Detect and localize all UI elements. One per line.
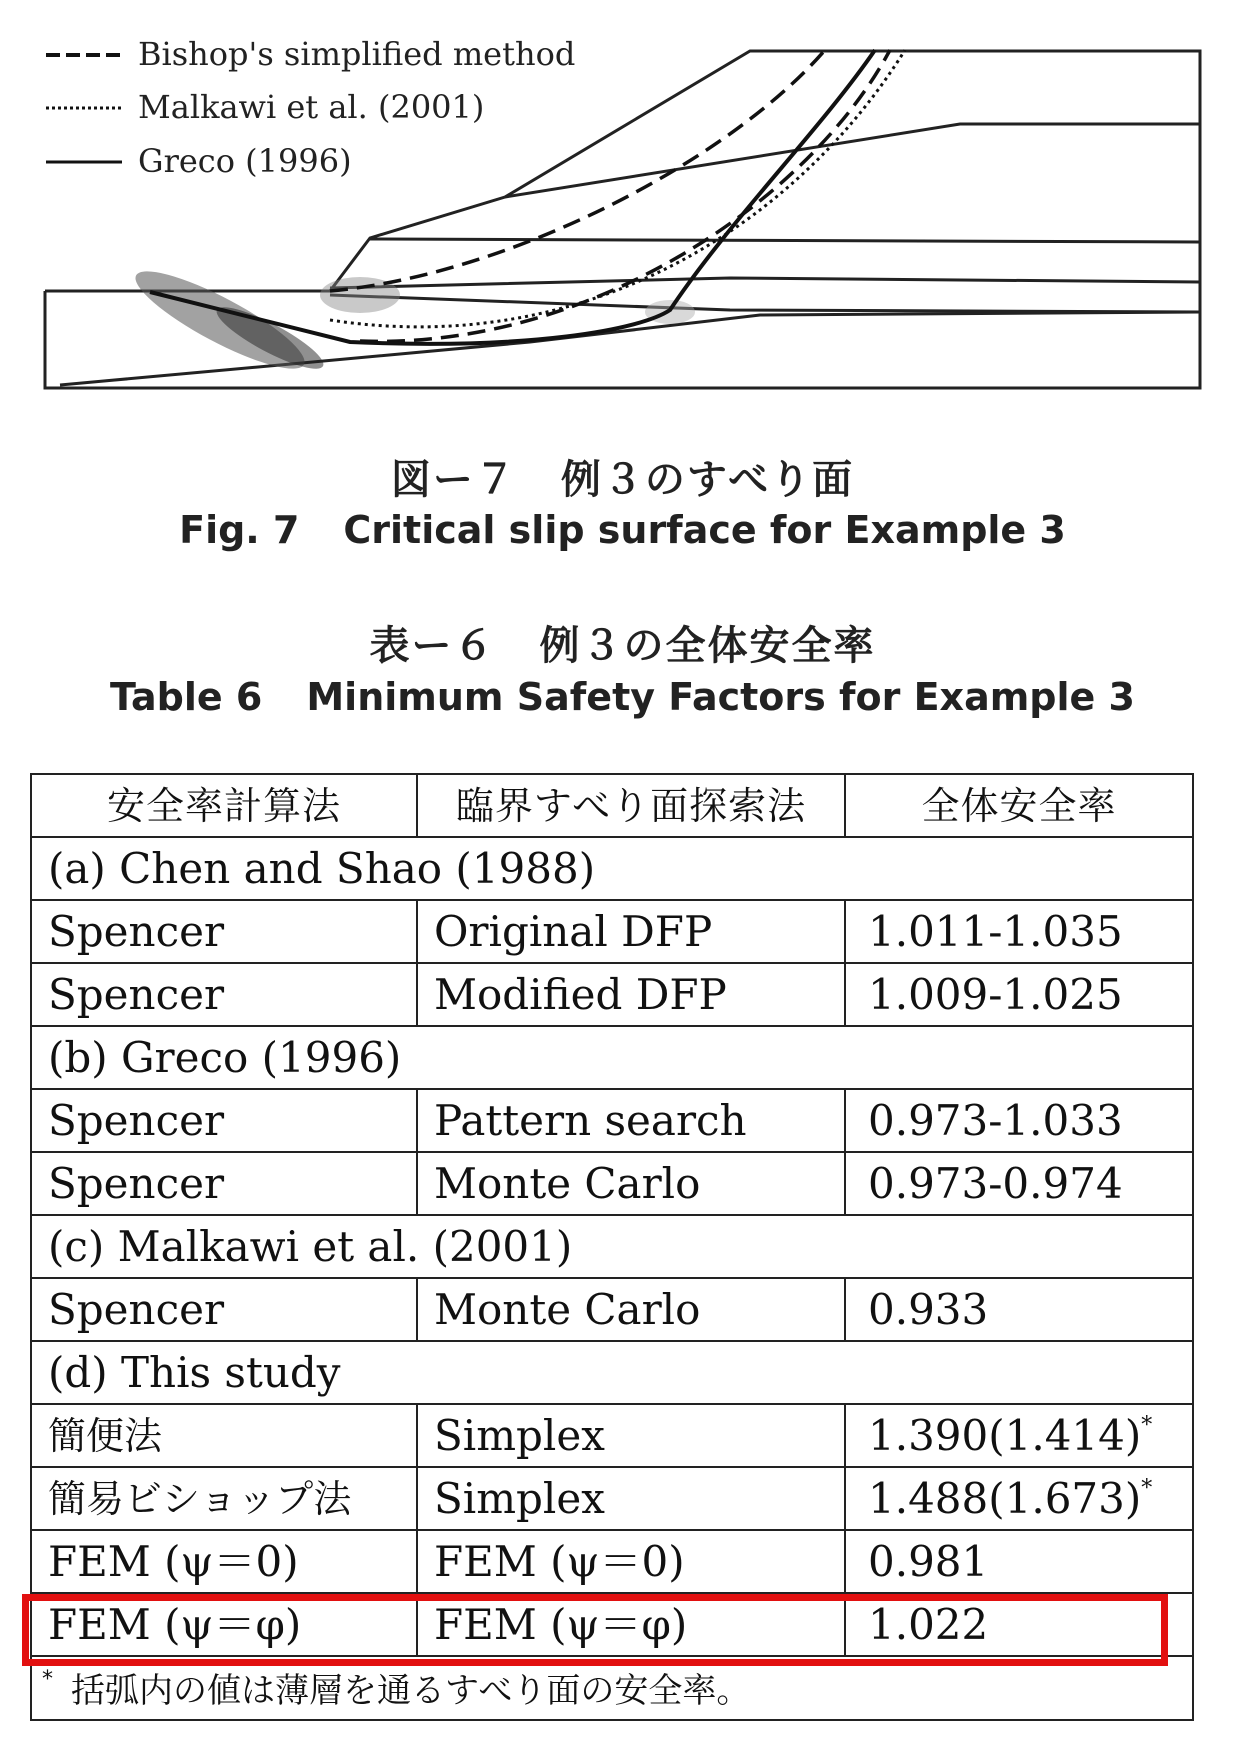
cell-sf: 0.973-0.974 — [845, 1152, 1193, 1215]
table-row — [31, 1152, 1193, 1215]
table-row — [31, 1278, 1193, 1341]
table-row — [31, 1467, 1193, 1530]
table-footnote — [31, 1656, 1193, 1720]
cell-method: Spencer — [31, 963, 417, 1026]
cell-method: Spencer — [31, 1278, 417, 1341]
table-number-en: Table 6 — [110, 675, 263, 719]
highlighted-row — [31, 1593, 1193, 1656]
footnote-row — [31, 1656, 1193, 1720]
layer-line-2 — [370, 239, 1200, 242]
sf-value: 1.488(1.673) — [868, 1473, 1142, 1523]
cell-search: Original DFP — [417, 900, 845, 963]
cell-method: FEM (ψ＝0) — [31, 1530, 417, 1593]
figure-caption-jp — [0, 448, 1245, 505]
figure-legend — [46, 35, 575, 180]
cell-search: Pattern search — [417, 1089, 845, 1152]
cell-sf: 0.973-1.033 — [845, 1089, 1193, 1152]
cell-sf: 1.022 — [845, 1593, 1193, 1656]
table-row — [31, 963, 1193, 1026]
footnote-mark: * — [1141, 1475, 1153, 1501]
table-caption-en — [0, 675, 1245, 719]
cell-search: FEM (ψ＝φ) — [417, 1593, 845, 1656]
header-method: 安全率計算法 — [31, 774, 417, 837]
layer-line-4 — [330, 295, 1200, 312]
group-row-a — [31, 837, 1193, 900]
cell-sf — [845, 1404, 1193, 1467]
cell-method: Spencer — [31, 1089, 417, 1152]
header-sf: 全体安全率 — [845, 774, 1193, 837]
cell-sf: 1.009-1.025 — [845, 963, 1193, 1026]
safety-factor-table — [30, 773, 1194, 1721]
footnote-text: 括弧内の値は薄層を通るすべり面の安全率。 — [71, 1670, 751, 1711]
figure-number-en: Fig. 7 — [179, 508, 300, 552]
cell-sf: 0.933 — [845, 1278, 1193, 1341]
figure-caption-en — [0, 508, 1245, 552]
table-title-jp: 例３の全体安全率 — [539, 623, 876, 669]
group-title: (c) Malkawi et al. (2001) — [31, 1215, 1193, 1278]
table-title-en: Minimum Safety Factors for Example 3 — [306, 675, 1135, 719]
table-row — [31, 1089, 1193, 1152]
legend-malkawi: Malkawi et al. (2001) — [138, 88, 485, 126]
slip-surface-figure — [30, 20, 1230, 410]
table-caption-jp — [0, 614, 1245, 671]
layer-line-3 — [330, 278, 1200, 288]
table-number-jp: 表ー６ — [369, 623, 496, 669]
table-row — [31, 1404, 1193, 1467]
cell-method: Spencer — [31, 1152, 417, 1215]
sf-value: 1.390(1.414) — [868, 1410, 1142, 1460]
cell-search: Simplex — [417, 1404, 845, 1467]
legend-greco: Greco (1996) — [138, 142, 352, 180]
group-row-c — [31, 1215, 1193, 1278]
cell-search: Monte Carlo — [417, 1152, 845, 1215]
figure-title-jp: 例３のすべり面 — [560, 457, 855, 503]
group-row-b — [31, 1026, 1193, 1089]
cell-sf — [845, 1467, 1193, 1530]
legend-bishop: Bishop's simplified method — [138, 35, 576, 73]
cell-search: Monte Carlo — [417, 1278, 845, 1341]
footnote-asterisk: * — [42, 1666, 53, 1692]
cell-search: Modified DFP — [417, 963, 845, 1026]
cell-sf: 1.011-1.035 — [845, 900, 1193, 963]
figure-title-en: Critical slip surface for Example 3 — [343, 508, 1066, 552]
cell-method: 簡易ビショップ法 — [31, 1467, 417, 1530]
safety-factor-table-wrap — [30, 773, 1192, 1721]
header-search: 臨界すべり面探索法 — [417, 774, 845, 837]
group-title: (d) This study — [31, 1341, 1193, 1404]
cell-method: FEM (ψ＝φ) — [31, 1593, 417, 1656]
table-header-row — [31, 774, 1193, 837]
figure-number-jp: 図ー７ — [390, 457, 517, 503]
cell-method: 簡便法 — [31, 1404, 417, 1467]
footnote-mark: * — [1141, 1412, 1153, 1438]
cell-method: Spencer — [31, 900, 417, 963]
cell-search: Simplex — [417, 1467, 845, 1530]
fem-shear-zone — [126, 256, 695, 384]
group-row-d — [31, 1341, 1193, 1404]
bishop-slip-surface — [330, 50, 825, 291]
cell-sf: 0.981 — [845, 1530, 1193, 1593]
table-row — [31, 1530, 1193, 1593]
table-row — [31, 900, 1193, 963]
group-title: (a) Chen and Shao (1988) — [31, 837, 1193, 900]
group-title: (b) Greco (1996) — [31, 1026, 1193, 1089]
cell-search: FEM (ψ＝0) — [417, 1530, 845, 1593]
